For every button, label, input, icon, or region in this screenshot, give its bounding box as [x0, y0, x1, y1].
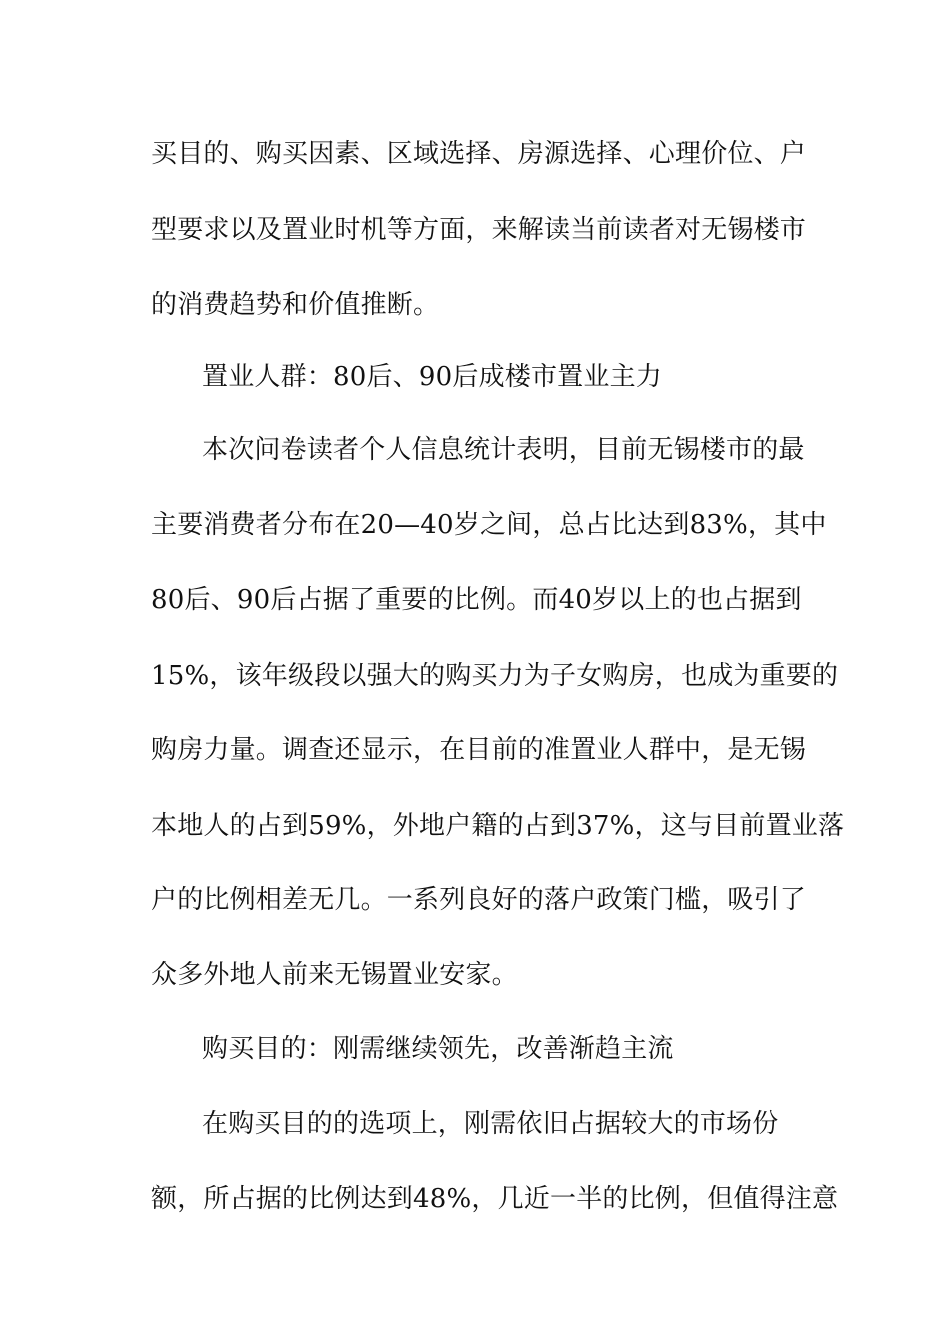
- paragraph-line-6: 主要消费者分布在20—40岁之间，总占比达到83%，其中: [151, 510, 827, 540]
- paragraph-line-7: 80后、90后占据了重要的比例。而40岁以上的也占据到: [151, 585, 802, 615]
- paragraph-line-10: 本地人的占到59%，外地户籍的占到37%，这与目前置业落: [151, 811, 845, 841]
- paragraph-line-14: 在购买目的的选项上，刚需依旧占据较大的市场份: [202, 1109, 779, 1139]
- paragraph-line-12: 众多外地人前来无锡置业安家。: [151, 960, 518, 990]
- paragraph-line-2: 型要求以及置业时机等方面，来解读当前读者对无锡楼市: [151, 215, 807, 245]
- paragraph-line-8: 15%，该年级段以强大的购买力为子女购房，也成为重要的: [151, 661, 839, 691]
- paragraph-line-15: 额，所占据的比例达到48%，几近一半的比例，但值得注意: [151, 1184, 839, 1214]
- paragraph-line-11: 户的比例相差无几。一系列良好的落户政策门槛，吸引了: [151, 885, 807, 915]
- section-heading-buyers: 置业人群：80后、90后成楼市置业主力: [202, 362, 662, 392]
- paragraph-line-5: 本次问卷读者个人信息统计表明，目前无锡楼市的最: [202, 435, 805, 465]
- paragraph-line-1: 买目的、购买因素、区域选择、房源选择、心理价位、户: [151, 139, 807, 169]
- paragraph-line-3: 的消费趋势和价值推断。: [151, 290, 440, 320]
- section-heading-purpose: 购买目的：刚需继续领先，改善渐趋主流: [202, 1034, 674, 1064]
- paragraph-line-9: 购房力量。调查还显示，在目前的准置业人群中，是无锡: [151, 735, 807, 765]
